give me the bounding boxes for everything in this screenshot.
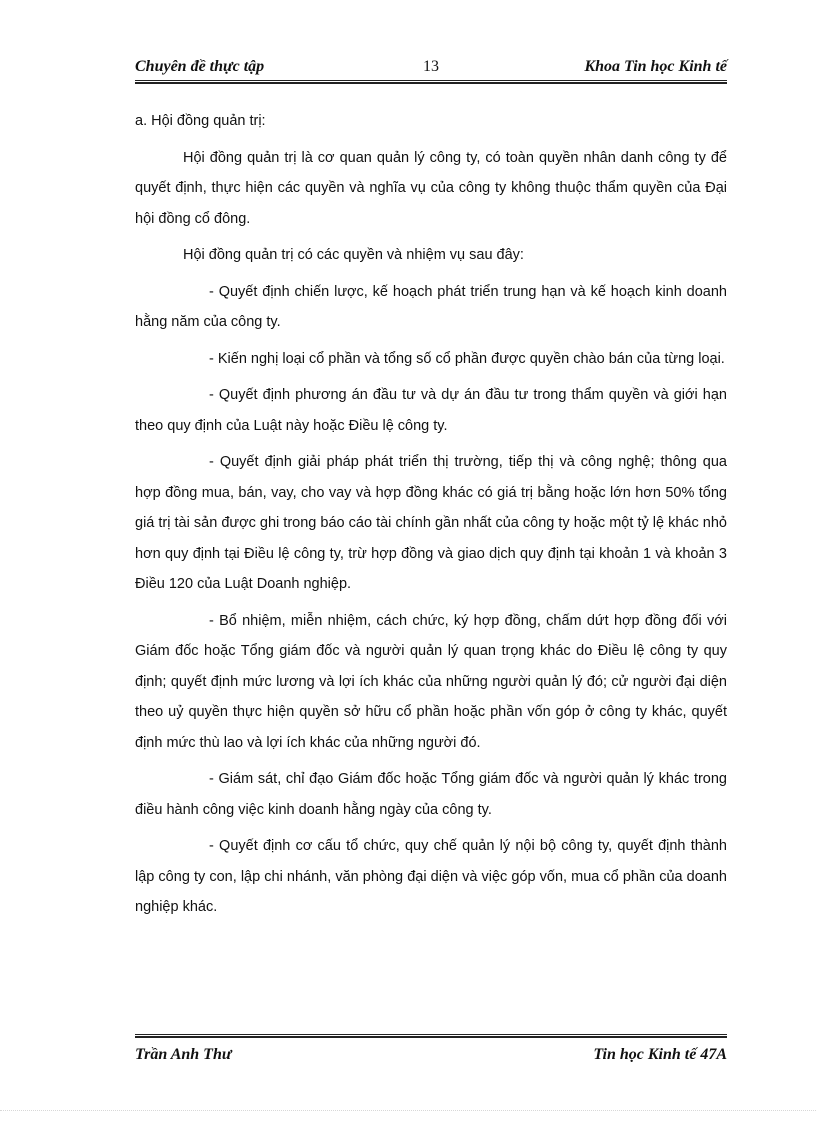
page-header [135,58,727,80]
page-footer [135,1046,727,1068]
section-heading: a. Hội đồng quản trị: [135,113,266,129]
footer-class: Tin học Kinh tế 47A [593,1046,727,1063]
page-body [135,106,727,929]
list-item: - Kiến nghị loại cổ phần và tổng số cổ phần được quyền chào bán của từng loại. [209,350,725,367]
page-edge-divider [0,1110,816,1112]
footer-author: Trần Anh Thư [135,1046,232,1063]
list-item: - Quyết định chiến lược, kế hoạch phát triển trung hạn và kế hoạch kinh doanh hằng năm của công ty. [135,283,727,330]
lead-paragraph: Hội đồng quản trị có các quyền và nhiệm vụ sau đây: [183,247,524,263]
list-item: - Quyết định giải pháp phát triển thị trường, tiếp thị và công nghệ; thông qua hợp đồng mua, bán, vay, cho vay và hợp đồng khác có giá trị bằng hoặc lớn hơn 50% tổng giá trị tài sản được ghi trong báo cáo tài chính gần nhất của công ty hoặc một tỷ lệ khác nhỏ hơn quy định tại Điều lệ công ty, trừ hợp đồng và giao dịch quy định tại khoản 1 và khoản 3 Điều 120 của Luật Doanh nghiệp. [135,454,727,592]
page-number: 13 [423,58,439,75]
header-left-title: Chuyên đề thực tập [135,58,265,75]
list-item: - Bổ nhiệm, miễn nhiệm, cách chức, ký hợp đồng, chấm dứt hợp đồng đối với Giám đốc hoặc Tổng giám đốc và người quản lý quan trọng khác do Điều lệ công ty quy định; quyết định mức lương và lợi ích khác của những người quản lý đó; cử người đại diện theo uỷ quyền thực hiện quyền sở hữu cổ phần hoặc phần vốn góp ở công ty khác, quyết định mức thù lao và lợi ích khác của những người đó. [135,612,727,751]
footer-rule [135,1034,727,1038]
header-rule [135,80,727,84]
intro-paragraph: Hội đồng quản trị là cơ quan quản lý công ty, có toàn quyền nhân danh công ty để quyết định, thực hiện các quyền và nghĩa vụ của công ty không thuộc thẩm quyền của Đại hội đồng cổ đông. [135,149,727,227]
list-item: - Quyết định cơ cấu tổ chức, quy chế quản lý nội bộ công ty, quyết định thành lập công ty con, lập chi nhánh, văn phòng đại diện và việc góp vốn, mua cổ phần của doanh nghiệp khác. [135,838,727,915]
header-right-title: Khoa Tin học Kinh tế [584,58,727,75]
list-item: - Giám sát, chỉ đạo Giám đốc hoặc Tổng giám đốc và người quản lý khác trong điều hành công việc kinh doanh hằng ngày của công ty. [135,771,727,818]
list-item: - Quyết định phương án đầu tư và dự án đầu tư trong thẩm quyền và giới hạn theo quy định của Luật này hoặc Điều lệ công ty. [135,387,727,434]
